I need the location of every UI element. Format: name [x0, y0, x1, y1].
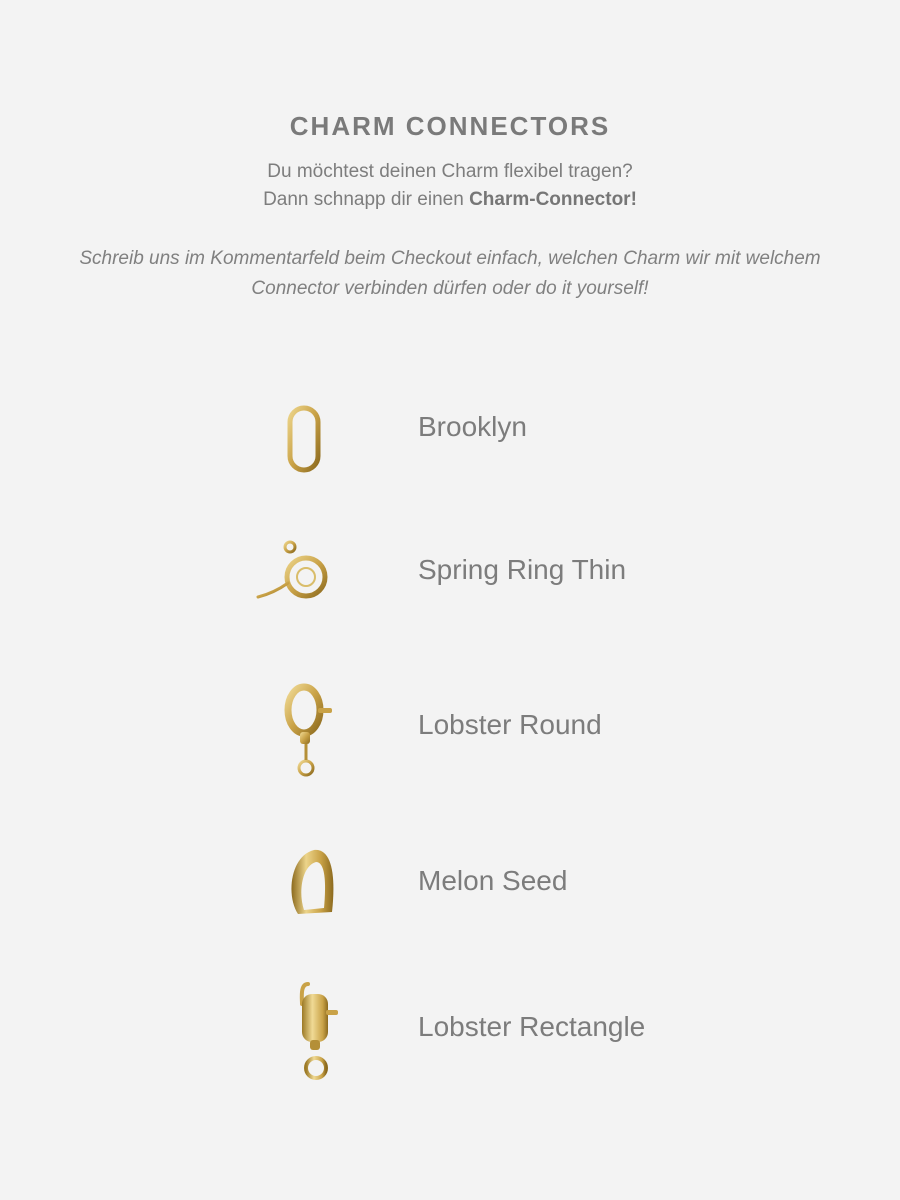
- intro-line-2-prefix: Dann schnapp dir einen: [263, 189, 470, 210]
- connector-name-lobster-rectangle: Lobster Rectangle: [418, 1011, 646, 1042]
- connector-item-spring-ring-thin[interactable]: [240, 515, 760, 625]
- lobster-round-clasp-icon: [240, 670, 370, 780]
- connector-name-melon-seed: Melon Seed: [418, 865, 568, 896]
- connector-name-lobster-round: Lobster Round: [418, 709, 602, 740]
- melon-seed-bail-icon: [240, 826, 370, 936]
- lobster-rectangle-clasp-icon: [240, 972, 370, 1082]
- intro-line-2-highlight: Charm-Connector!: [469, 189, 637, 210]
- connector-name-brooklyn: Brooklyn: [418, 411, 527, 442]
- page-title: CHARM CONNECTORS: [289, 111, 611, 141]
- checkout-note: Schreib uns im Kommentarfeld beim Checkout einfach, welchen Charm wir mit welchem Connector verbinden dürfen oder do it yourself!: [79, 248, 821, 299]
- connector-item-lobster-rectangle[interactable]: [240, 972, 760, 1082]
- connector-name-spring-ring-thin: Spring Ring Thin: [418, 554, 627, 585]
- spring-ring-clasp-icon: [240, 515, 370, 625]
- connector-item-melon-seed[interactable]: [240, 826, 760, 936]
- intro-line-1: Du möchtest deinen Charm flexibel tragen?: [267, 161, 633, 182]
- connector-item-lobster-round[interactable]: [240, 670, 760, 780]
- connector-item-brooklyn[interactable]: [240, 372, 760, 482]
- brooklyn-oval-ring-icon: [240, 372, 370, 482]
